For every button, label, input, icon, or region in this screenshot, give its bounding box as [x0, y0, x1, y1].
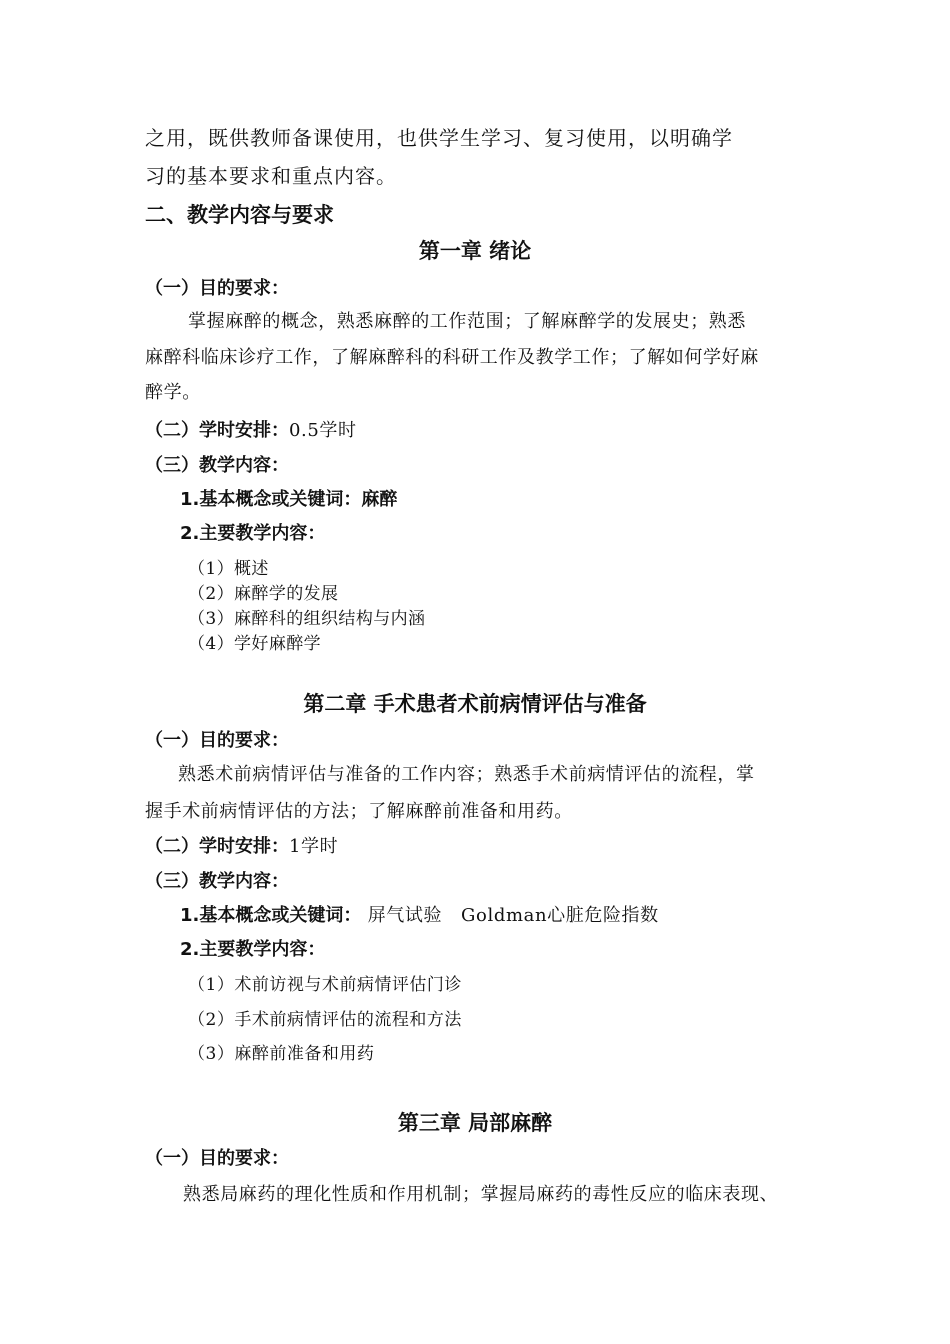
ch1-item-3: （3）麻醉科的组织结构与内涵 — [188, 609, 426, 629]
ch3-aims-label: （一）目的要求： — [145, 1148, 289, 1169]
ch2-kw-label: 1.基本概念或关键词： — [180, 905, 362, 926]
chapter-1-title: 第一章 绪论 — [418, 239, 532, 263]
ch1-aims-line-1: 掌握麻醉的概念，熟悉麻醉的工作范围；了解麻醉学的发展史；熟悉 — [188, 311, 746, 332]
ch3-aims-line-1: 熟悉局麻药的理化性质和作用机制；掌握局麻药的毒性反应的临床表现、 — [183, 1184, 779, 1205]
ch2-content-label: （三）教学内容： — [145, 871, 289, 892]
ch1-hours — [145, 416, 357, 442]
section-title: 二、教学内容与要求 — [145, 203, 334, 227]
intro-line-2: 习的基本要求和重点内容。 — [145, 164, 397, 188]
ch2-item-1: （1）术前访视与术前病情评估门诊 — [188, 975, 462, 995]
ch1-item-4: （4）学好麻醉学 — [188, 634, 322, 654]
ch1-hours-label: （二）学时安排： — [145, 420, 289, 441]
ch1-main-label: 2.主要教学内容： — [180, 523, 326, 544]
ch2-keywords — [180, 901, 659, 927]
ch1-item-2: （2）麻醉学的发展 — [188, 584, 339, 604]
ch2-aims-line-2: 握手术前病情评估的方法；了解麻醉前准备和用药。 — [145, 801, 573, 822]
ch2-hours-value: 1学时 — [289, 836, 339, 857]
chapter-3-title: 第三章 局部麻醉 — [397, 1111, 553, 1135]
ch2-item-2: （2）手术前病情评估的流程和方法 — [188, 1010, 462, 1030]
ch2-hours-label: （二）学时安排： — [145, 836, 289, 857]
ch1-aims-label: （一）目的要求： — [145, 278, 289, 299]
ch2-item-3: （3）麻醉前准备和用药 — [188, 1044, 375, 1064]
ch1-hours-value: 0.5学时 — [289, 420, 357, 441]
ch2-main-label: 2.主要教学内容： — [180, 939, 326, 960]
ch2-kw-value: 屏气试验 Goldman心脏危险指数 — [361, 905, 659, 926]
ch2-aims-label: （一）目的要求： — [145, 730, 289, 751]
ch2-aims-line-1: 熟悉术前病情评估与准备的工作内容；熟悉手术前病情评估的流程，掌 — [178, 764, 755, 785]
ch2-hours — [145, 832, 338, 858]
chapter-2-title: 第二章 手术患者术前病情评估与准备 — [303, 692, 647, 716]
intro-line-1: 之用，既供教师备课使用，也供学生学习、复习使用，以明确学 — [145, 126, 733, 150]
ch1-aims-line-3: 醉学。 — [145, 382, 201, 403]
ch1-item-1: （1）概述 — [188, 559, 269, 579]
ch1-content-label: （三）教学内容： — [145, 455, 289, 476]
ch1-aims-line-2: 麻醉科临床诊疗工作，了解麻醉科的科研工作及教学工作；了解如何学好麻 — [145, 347, 759, 368]
ch1-kw-value: 麻醉 — [361, 489, 398, 510]
ch1-keywords — [180, 485, 397, 511]
ch1-kw-label: 1.基本概念或关键词： — [180, 489, 362, 510]
